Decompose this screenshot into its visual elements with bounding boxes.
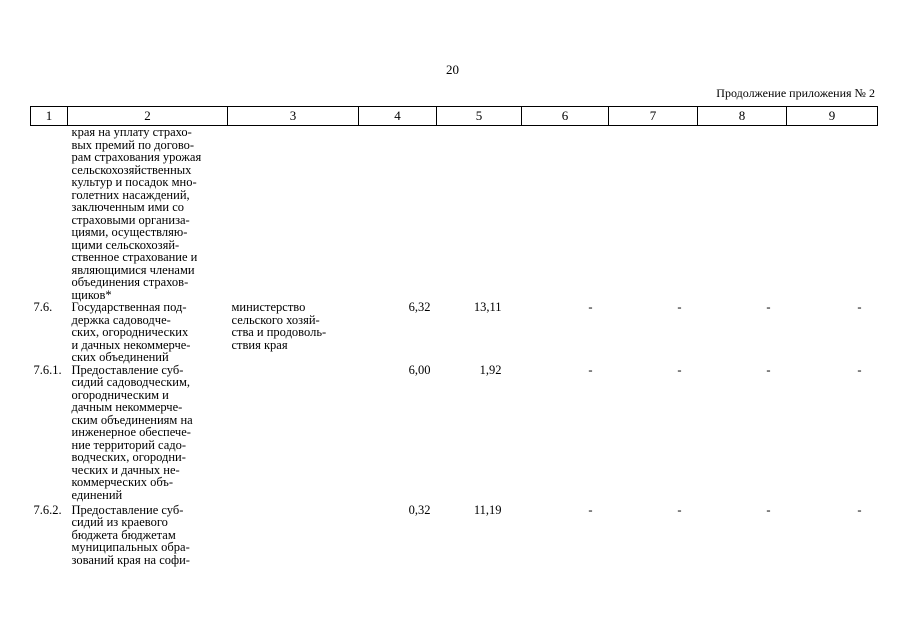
cell-col4 bbox=[359, 126, 437, 302]
cell-col4: 6,32 bbox=[408, 300, 431, 314]
row-description: края на уплату страхо- вых премий по догово- рам страхования урожая сельскохозяйственных культур и посадок мно- голетних насаждений, заключенным ими со страховыми организа- циями, осуществляю- щими сельскохозяй- ственное страхование и являющимися членами объединения страхов- щиков* bbox=[71, 125, 202, 302]
column-header: 7 bbox=[609, 107, 698, 126]
cell-col6 bbox=[522, 126, 609, 302]
cell-col7: - bbox=[677, 362, 682, 377]
column-header: 2 bbox=[68, 107, 228, 126]
continuation-note: Продолжение приложения № 2 bbox=[716, 86, 875, 100]
cell-col8: - bbox=[766, 300, 771, 314]
cell-col6: - bbox=[588, 502, 593, 517]
table-body bbox=[31, 126, 878, 567]
table-row bbox=[31, 126, 878, 302]
row-number: 7.6.1. bbox=[33, 362, 62, 377]
cell-col7 bbox=[609, 126, 698, 302]
table-row bbox=[31, 364, 878, 504]
cell-col8: - bbox=[766, 362, 771, 377]
cell-col8 bbox=[698, 126, 787, 302]
cell-col5: 11,19 bbox=[473, 502, 502, 517]
column-header: 3 bbox=[228, 107, 359, 126]
table-header bbox=[31, 107, 878, 126]
cell-col9: - bbox=[857, 502, 862, 517]
cell-col9: - bbox=[857, 362, 862, 377]
cell-col9 bbox=[787, 126, 878, 302]
cell-col4: 0,32 bbox=[408, 502, 431, 517]
row-description: Предоставление суб- сидий из краевого бюджета бюджетам муниципальных обра- зований края на софи- bbox=[71, 502, 190, 567]
cell-col5: 1,92 bbox=[479, 362, 502, 377]
row-number: 7.6. bbox=[33, 300, 53, 314]
cell-col5 bbox=[437, 126, 522, 302]
appendix-table bbox=[30, 106, 878, 566]
cell-col9: - bbox=[857, 300, 862, 314]
column-header: 8 bbox=[698, 107, 787, 126]
row-executor bbox=[228, 126, 359, 302]
row-number bbox=[31, 126, 68, 302]
column-header: 4 bbox=[359, 107, 437, 126]
table-row bbox=[31, 504, 878, 567]
cell-col4: 6,00 bbox=[408, 362, 431, 377]
row-executor: министерство сельского хозяй- ства и продоволь- ствия края bbox=[231, 300, 327, 352]
cell-col7: - bbox=[677, 300, 682, 314]
column-header: 9 bbox=[787, 107, 878, 126]
header-row bbox=[31, 107, 878, 126]
cell-col6: - bbox=[588, 300, 593, 314]
cell-col7: - bbox=[677, 502, 682, 517]
row-executor bbox=[228, 504, 359, 567]
column-header: 6 bbox=[522, 107, 609, 126]
cell-col8: - bbox=[766, 502, 771, 517]
row-number: 7.6.2. bbox=[33, 502, 62, 517]
row-description: Предоставление суб- сидий садоводческим, огородническим и дачным некоммерче- ским объединениям на инженерное обеспече- ние территорий садо- водческих, огородни- ческих и дачных не- коммерческих объ- единений bbox=[71, 362, 193, 502]
cell-col5: 13,11 bbox=[473, 300, 502, 314]
cell-col6: - bbox=[588, 362, 593, 377]
column-header: 5 bbox=[437, 107, 522, 126]
table-row bbox=[31, 301, 878, 364]
column-header: 1 bbox=[31, 107, 68, 126]
row-executor bbox=[228, 364, 359, 504]
row-description: Государственная под- держка садоводче- ских, огороднических и дачных некоммерче- ских объединений bbox=[71, 300, 191, 364]
page-number: 20 bbox=[446, 62, 459, 77]
